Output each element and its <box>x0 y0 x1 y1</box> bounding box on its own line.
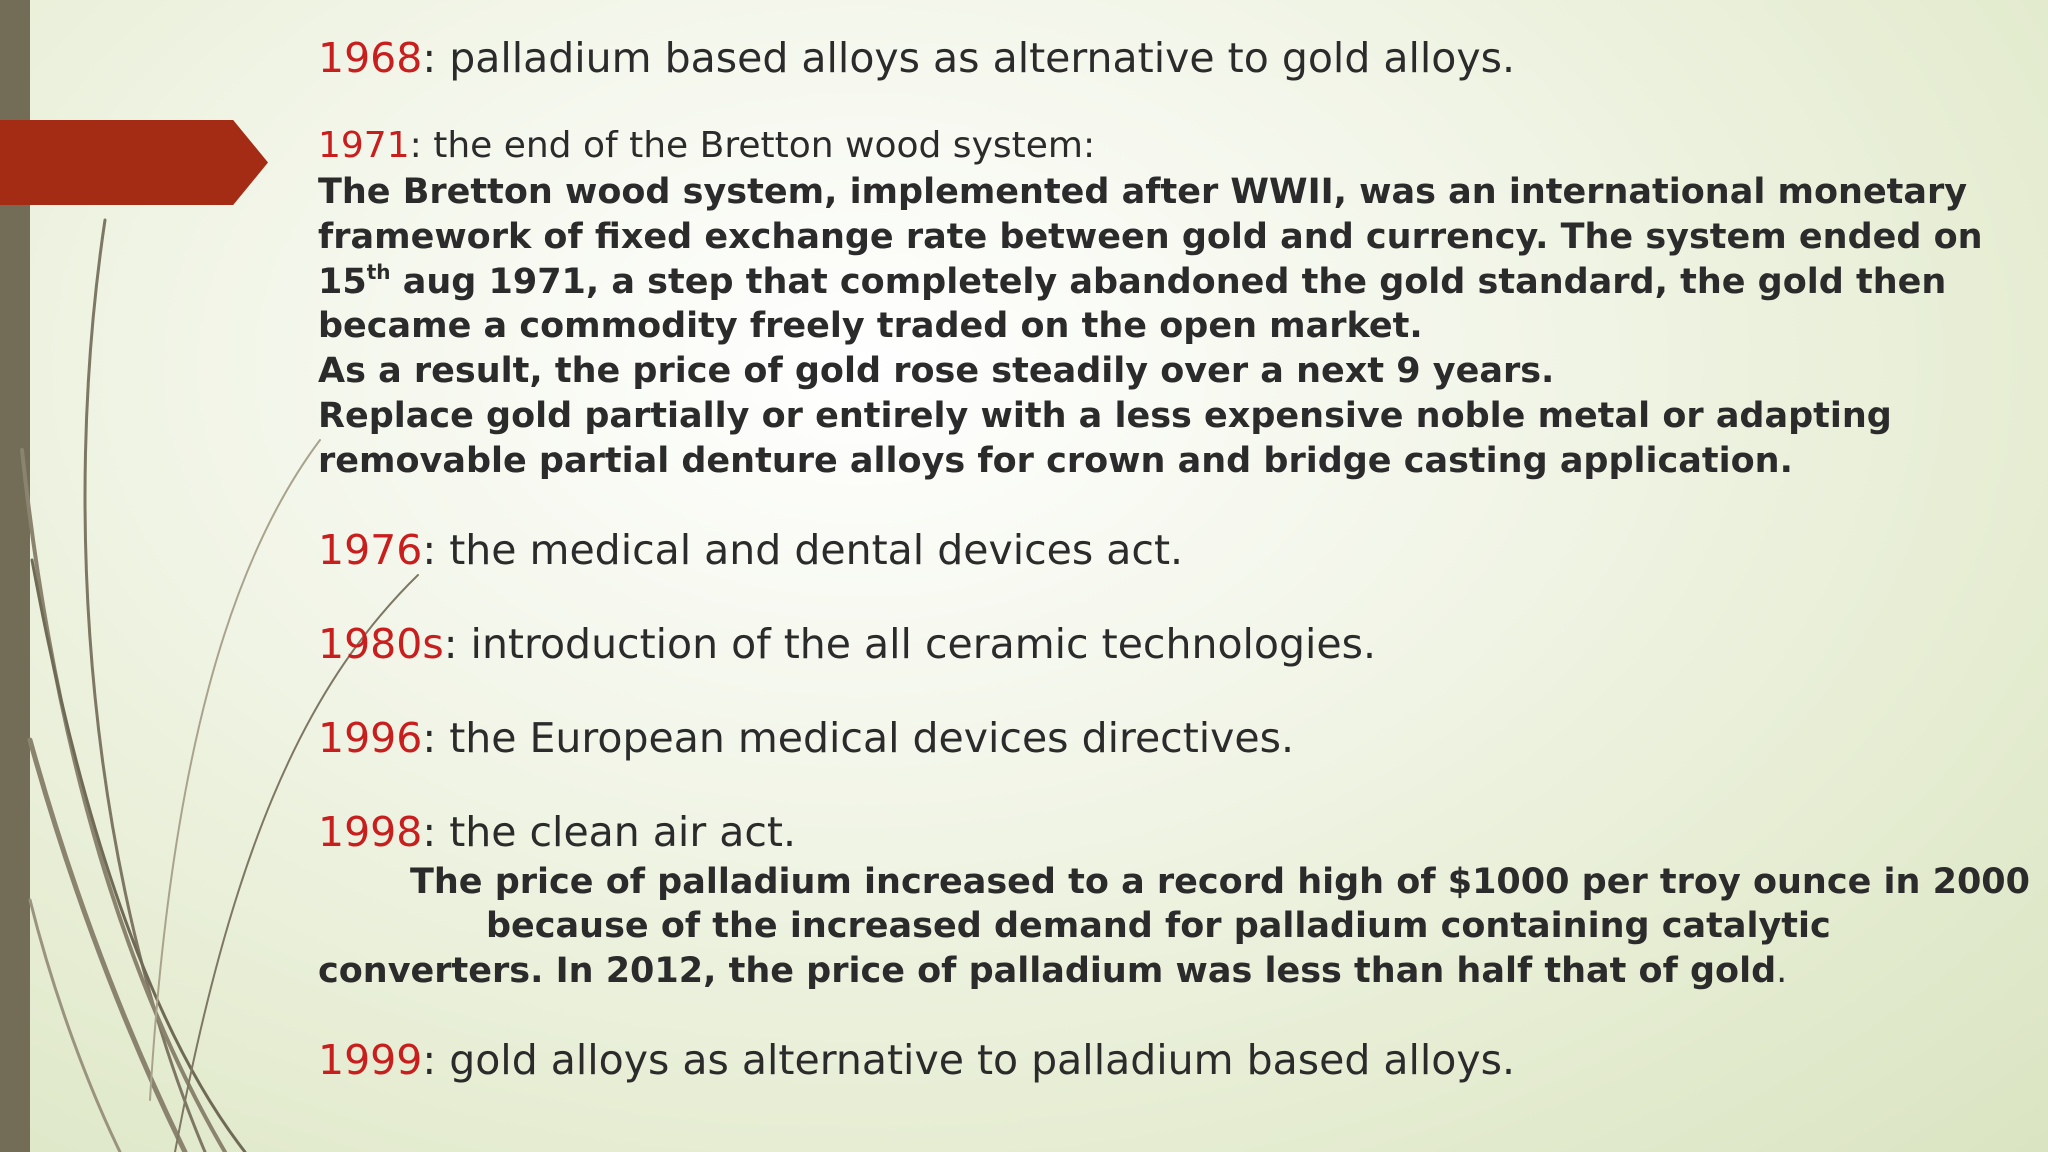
paragraph-line: removable partial denture alloys for crown and bridge casting application. <box>318 440 1793 481</box>
paragraph-text: aug 1971, a step that completely abandoned the gold standard, the gold then <box>390 261 1947 302</box>
year-label: 1980s <box>318 619 444 668</box>
paragraph-period: . <box>1776 951 1788 992</box>
entry-1968 <box>318 30 2018 86</box>
year-label: 1971 <box>318 125 410 166</box>
entry-1971 <box>318 122 2018 170</box>
entry-text: : the medical and dental devices act. <box>422 525 1184 574</box>
entry-1998 <box>318 804 2018 860</box>
entry-text: : introduction of the all ceramic technologies. <box>443 619 1377 668</box>
paragraph-line: became a commodity freely traded on the open market. <box>318 306 1423 347</box>
entry-1980s <box>318 616 2018 672</box>
entry-1976 <box>318 522 2018 578</box>
slide-content <box>318 30 2031 1088</box>
year-label: 1999 <box>318 1035 423 1084</box>
entry-1999 <box>318 1032 2018 1088</box>
entry-text: : gold alloys as alternative to palladium based alloys. <box>422 1035 1516 1084</box>
year-label: 1998 <box>318 807 423 856</box>
entry-1996 <box>318 710 2018 766</box>
paragraph-text: converters. In 2012, the price of palladium was less than half that of gold <box>318 951 1777 992</box>
decor-curve-2 <box>22 450 225 1152</box>
paragraph-line: framework of fixed exchange rate between gold and currency. The system ended on <box>318 216 1983 257</box>
paragraph-line <box>318 260 2018 305</box>
year-label: 1976 <box>318 525 423 574</box>
date-day: 15 <box>318 261 367 302</box>
paragraph-line: Replace gold partially or entirely with a less expensive noble metal or adapting <box>318 395 1892 436</box>
entry-text: : the clean air act. <box>422 807 796 856</box>
entry-text: : palladium based alloys as alternative to gold alloys. <box>422 34 1516 82</box>
year-label: 1968 <box>318 34 423 82</box>
entry-text: : the end of the Bretton wood system: <box>409 125 1096 166</box>
paragraph-line: As a result, the price of gold rose steadily over a next 9 years. <box>318 351 1555 392</box>
bretton-wood-paragraph <box>318 170 2018 484</box>
paragraph-line: because of the increased demand for palladium containing catalytic <box>486 906 1831 947</box>
decor-curve-1 <box>85 220 205 1152</box>
decor-curve-7 <box>150 440 320 1100</box>
decor-curve-5 <box>30 900 120 1152</box>
paragraph-line: The price of palladium increased to a record high of $1000 per troy ounce in 2000 <box>410 861 2031 902</box>
date-ordinal: th <box>366 259 391 284</box>
paragraph-line: The Bretton wood system, implemented after WWII, was an international monetary <box>318 172 1968 212</box>
paragraph-line <box>318 949 2018 994</box>
entry-text: : the European medical devices directives. <box>422 713 1295 762</box>
year-label: 1996 <box>318 713 423 762</box>
palladium-price-paragraph <box>318 860 2031 994</box>
